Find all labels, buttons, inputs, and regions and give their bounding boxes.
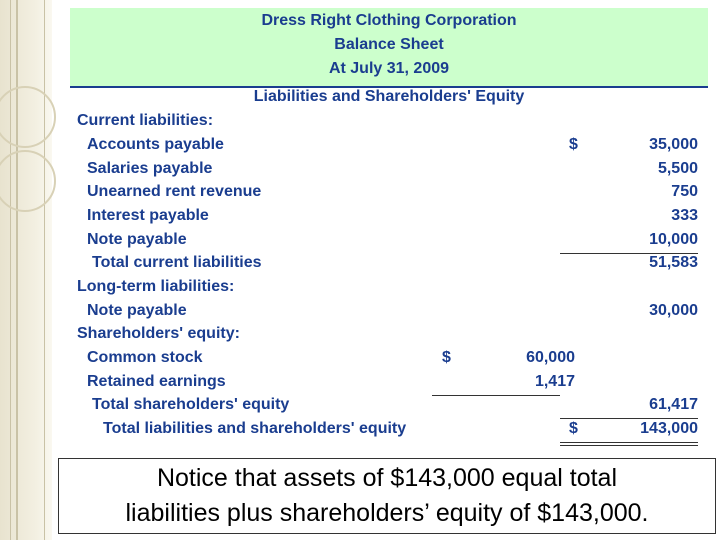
row-amount: 10,000 xyxy=(649,231,698,248)
row-label: Unearned rent revenue xyxy=(87,183,262,200)
row-label: Long-term liabilities: xyxy=(77,278,235,295)
strip-circle xyxy=(0,86,56,148)
row-label: Accounts payable xyxy=(87,136,224,153)
row-amount: 30,000 xyxy=(649,302,698,319)
table-row xyxy=(70,396,708,419)
row-amount: 1,417 xyxy=(534,373,575,390)
section-title: Liabilities and Shareholders' Equity xyxy=(253,88,525,105)
row-label: Total shareholders' equity xyxy=(92,396,290,413)
statement-title: Balance Sheet xyxy=(334,36,444,53)
statement-date: At July 31, 2009 xyxy=(328,60,450,77)
statement-header xyxy=(70,8,708,86)
table-row xyxy=(70,325,708,348)
table-row xyxy=(70,112,708,135)
row-amount: 61,417 xyxy=(649,396,698,413)
dollar-sign: $ xyxy=(569,420,578,437)
company-name: Dress Right Clothing Corporation xyxy=(261,12,517,29)
row-label: Total liabilities and shareholders' equity xyxy=(103,420,407,437)
table-row xyxy=(70,183,708,206)
table-row xyxy=(70,278,708,301)
table-row xyxy=(70,231,708,254)
row-amount: 5,500 xyxy=(657,160,698,177)
row-amount: 333 xyxy=(671,207,698,224)
subtotal-rule xyxy=(560,418,698,419)
table-row xyxy=(70,160,708,183)
row-label: Note payable xyxy=(87,302,187,319)
total-double-rule xyxy=(560,442,698,443)
strip-line xyxy=(44,0,45,540)
note-caption xyxy=(58,458,716,534)
strip-line xyxy=(10,0,11,540)
row-label: Retained earnings xyxy=(87,373,226,390)
row-label: Shareholders' equity: xyxy=(77,325,240,342)
row-label: Salaries payable xyxy=(87,160,213,177)
row-label: Current liabilities: xyxy=(77,112,214,129)
caption-line: Notice that assets of $143,000 equal total xyxy=(156,464,618,492)
row-amount: 60,000 xyxy=(526,349,575,366)
row-amount: 750 xyxy=(671,183,698,200)
decorative-side-strip xyxy=(0,0,52,540)
row-label: Interest payable xyxy=(87,207,209,224)
caption-line: liabilities plus shareholders’ equity of $143,000. xyxy=(125,499,649,527)
row-label: Note payable xyxy=(87,231,187,248)
strip-circle xyxy=(0,150,56,212)
balance-sheet xyxy=(70,8,708,445)
row-label: Total current liabilities xyxy=(92,254,262,271)
table-row xyxy=(70,373,708,396)
row-label: Common stock xyxy=(87,349,203,366)
table-row xyxy=(70,254,708,277)
row-amount: 143,000 xyxy=(640,420,698,437)
dollar-sign: $ xyxy=(569,136,578,153)
dollar-sign: $ xyxy=(442,349,451,366)
table-row xyxy=(70,207,708,230)
table-row xyxy=(70,349,708,372)
row-amount: 35,000 xyxy=(649,136,698,153)
strip-line xyxy=(16,0,18,540)
total-double-rule xyxy=(560,445,698,446)
table-row xyxy=(70,302,708,325)
table-row xyxy=(70,420,708,443)
row-amount: 51,583 xyxy=(649,254,698,271)
table-row xyxy=(70,136,708,159)
